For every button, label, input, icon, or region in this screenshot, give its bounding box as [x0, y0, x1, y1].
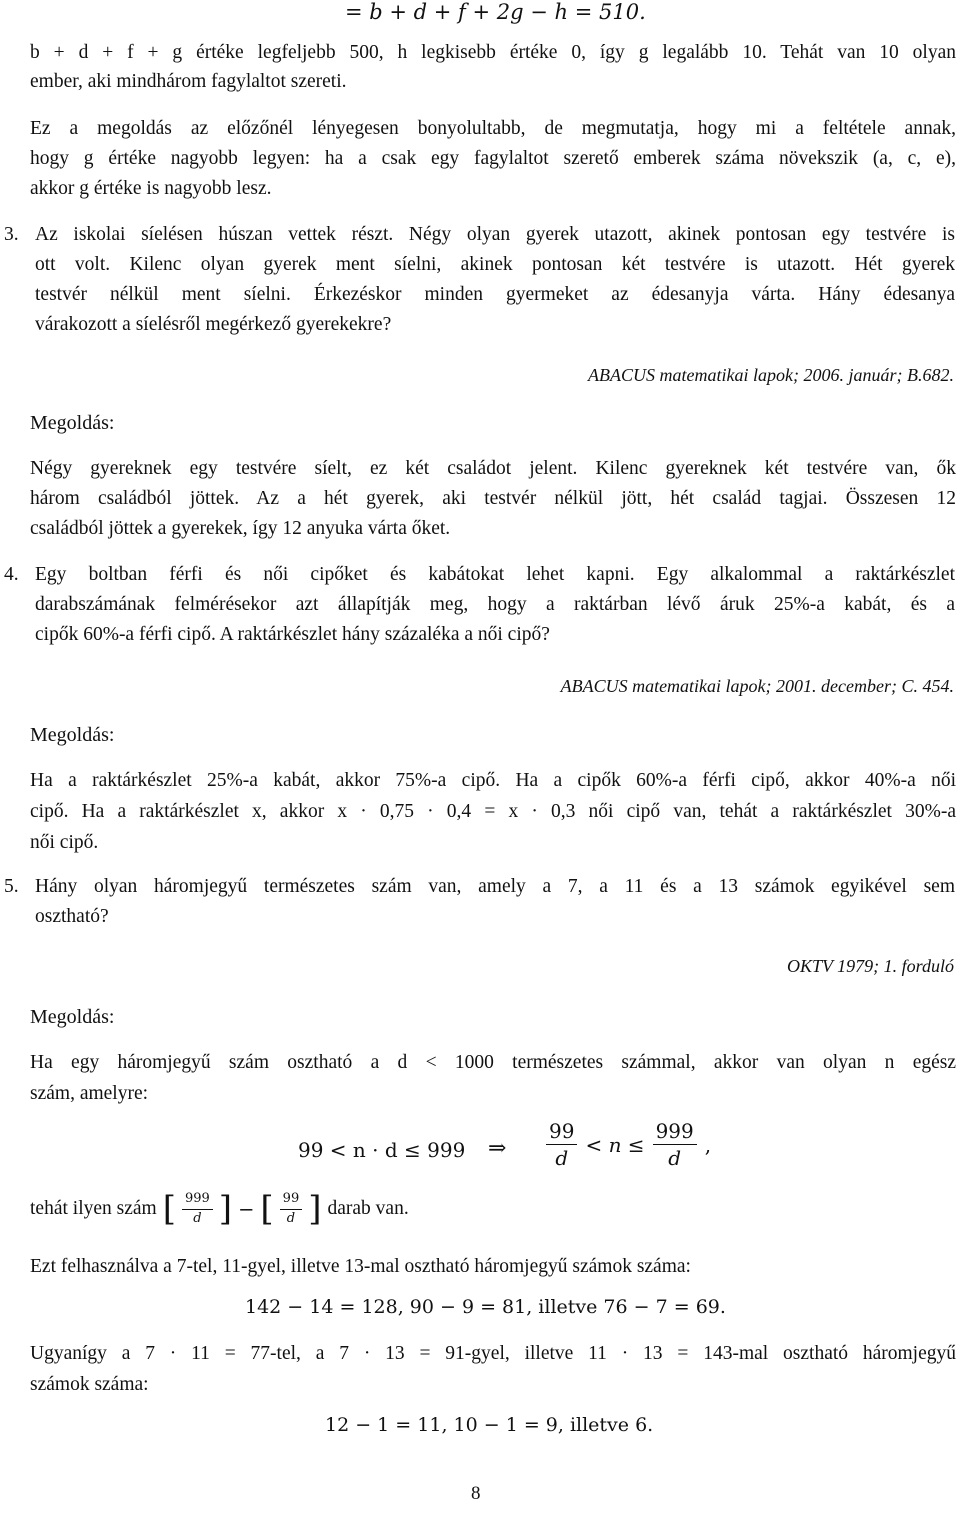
- floor-bracket-close: ]: [218, 1189, 233, 1229]
- problem-5-source: OKTV 1979; 1. forduló: [786, 956, 954, 976]
- inequality-right: [546, 1120, 711, 1169]
- problem-5-number: 5.: [4, 876, 19, 897]
- fraction-denominator: d: [193, 1210, 202, 1226]
- count-expression-line: [30, 1189, 409, 1229]
- fraction-denominator: d: [286, 1210, 296, 1226]
- problem-5-line-1: Hány olyan háromjegyű természetes szám van, amely a 7, a 11 és a 13 számok egyikével sem: [35, 876, 955, 897]
- problem-3-line-3: testvér nélkül ment síelni. Érkezéskor minden gyermeket az édesanyja várta. Hány édesanya: [35, 284, 955, 305]
- minus-sign: −: [238, 1197, 255, 1221]
- fraction-numerator: 99: [546, 1120, 577, 1145]
- problem-4-number: 4.: [4, 564, 19, 585]
- floor-bracket-close: ]: [308, 1189, 322, 1229]
- problem-4-solution-line-3: női cipő.: [30, 832, 99, 853]
- problem-5-solution-line-5: számok száma:: [30, 1374, 149, 1395]
- problem-3-line-2: ott volt. Kilenc olyan gyerek ment síelni, akinek pontosan két testvére is utazott. Hét gyerek: [35, 254, 955, 275]
- count-prefix: tehát ilyen szám: [30, 1198, 157, 1219]
- problem-4-source: ABACUS matematikai lapok; 2001. december; C. 454.: [560, 676, 954, 696]
- problem-3-solution-line-1: Négy gyereknek egy testvére síelt, ez két családot jelent. Kilenc gyereknek két testvére van, ők: [30, 458, 956, 479]
- inequality-left: 99 < n · d ≤ 999: [298, 1138, 466, 1162]
- problem-5-solution-line-4: Ugyanígy a 7 · 11 = 77-tel, a 7 · 13 = 91-gyel, illetve 11 · 13 = 143-mal osztható háromjegyű: [30, 1343, 956, 1364]
- continuation-line-1: b + d + f + g értéke legfeljebb 500, h legkisebb értéke 0, így g legalább 10. Tehát van 10 olyan: [30, 42, 956, 63]
- top-formula: = b + d + f + 2g − h = 510.: [345, 0, 646, 24]
- problem-4-solution-line-2: cipő. Ha a raktárkészlet x, akkor x · 0,75 · 0,4 = x · 0,3 női cipő van, tehát a raktárkészlet 30%-a: [30, 801, 956, 822]
- problem-4-line-2: darabszámának felmérésekor azt állapítják meg, hogy a raktárban lévő áruk 25%-a kabát, és a: [35, 594, 955, 615]
- fraction-999-over-d-small: [182, 1192, 213, 1226]
- fraction-denominator: d: [668, 1146, 682, 1170]
- fraction-99-over-d: [546, 1120, 577, 1169]
- inequality-comma: ,: [704, 1132, 712, 1157]
- problem-4-line-1: Egy boltban férfi és női cipőket és kabátokat lehet kapni. Egy alkalommal a raktárkészlet: [35, 564, 955, 585]
- remark-line-3: akkor g értéke is nagyobb lesz.: [30, 178, 272, 199]
- fraction-99-over-d-small: [280, 1192, 303, 1226]
- problem-4-solution-line-1: Ha a raktárkészlet 25%-a kabát, akkor 75%-a cipő. Ha a cipők 60%-a férfi cipő, akkor 40%-a női: [30, 770, 956, 791]
- problem-4-line-3: cipők 60%-a férfi cipő. A raktárkészlet hány százaléka a női cipő?: [35, 624, 550, 645]
- fraction-numerator: 999: [653, 1120, 697, 1145]
- fraction-numerator: 999: [182, 1192, 213, 1209]
- problem-5-solution-line-2: szám, amelyre:: [30, 1083, 149, 1104]
- problem-5-solution-line-3: Ezt felhasználva a 7-tel, 11-gyel, illetve 13-mal osztható háromjegyű számok száma:: [30, 1256, 691, 1277]
- count-equation-pairs: 12 − 1 = 11, 10 − 1 = 9, illetve 6.: [325, 1414, 654, 1436]
- problem-5-solution-label: Megoldás:: [30, 1006, 115, 1028]
- implies-arrow: ⇒: [488, 1136, 507, 1161]
- floor-bracket-open: [: [260, 1189, 274, 1229]
- problem-5-solution-line-1: Ha egy háromjegyű szám osztható a d < 1000 természetes számmal, akkor van olyan n egész: [30, 1052, 956, 1073]
- problem-3-solution-label: Megoldás:: [30, 412, 115, 434]
- page-number: 8: [471, 1483, 481, 1504]
- continuation-line-2: ember, aki mindhárom fagylaltot szereti.: [30, 71, 347, 92]
- fraction-denominator: d: [555, 1146, 569, 1170]
- problem-3-source: ABACUS matematikai lapok; 2006. január; B.682.: [588, 365, 954, 385]
- floor-bracket-open: [: [162, 1189, 176, 1229]
- problem-3-line-4: várakozott a síelésről megérkező gyerekekre?: [35, 314, 392, 335]
- count-equation-single: 142 − 14 = 128, 90 − 9 = 81, illetve 76 − 7 = 69.: [245, 1296, 726, 1318]
- fraction-numerator: 99: [280, 1192, 303, 1209]
- problem-3-solution-line-3: családból jöttek a gyerekek, így 12 anyuka várta őket.: [30, 518, 451, 539]
- problem-4-solution-label: Megoldás:: [30, 724, 115, 746]
- inequality-middle: < n ≤: [585, 1132, 645, 1157]
- remark-line-1: Ez a megoldás az előzőnél lényegesen bonyolultabb, de megmutatja, hogy mi a feltétele annak,: [30, 118, 956, 139]
- fraction-999-over-d: [653, 1120, 697, 1169]
- problem-3-solution-line-2: három családból jöttek. Az a hét gyerek, aki testvér nélkül jött, hét család tagjai. Összesen 12: [30, 488, 956, 509]
- problem-3-line-1: Az iskolai síelésen húszan vettek részt. Négy olyan gyerek utazott, akinek pontosan egy testvére is: [35, 224, 955, 245]
- remark-line-2: hogy g értéke nagyobb legyen: ha a csak egy fagylaltot szerető emberek száma növekszik (a, c, e),: [30, 148, 956, 169]
- problem-3-number: 3.: [4, 224, 19, 245]
- problem-5-line-2: osztható?: [35, 906, 109, 927]
- count-suffix: darab van.: [327, 1198, 409, 1219]
